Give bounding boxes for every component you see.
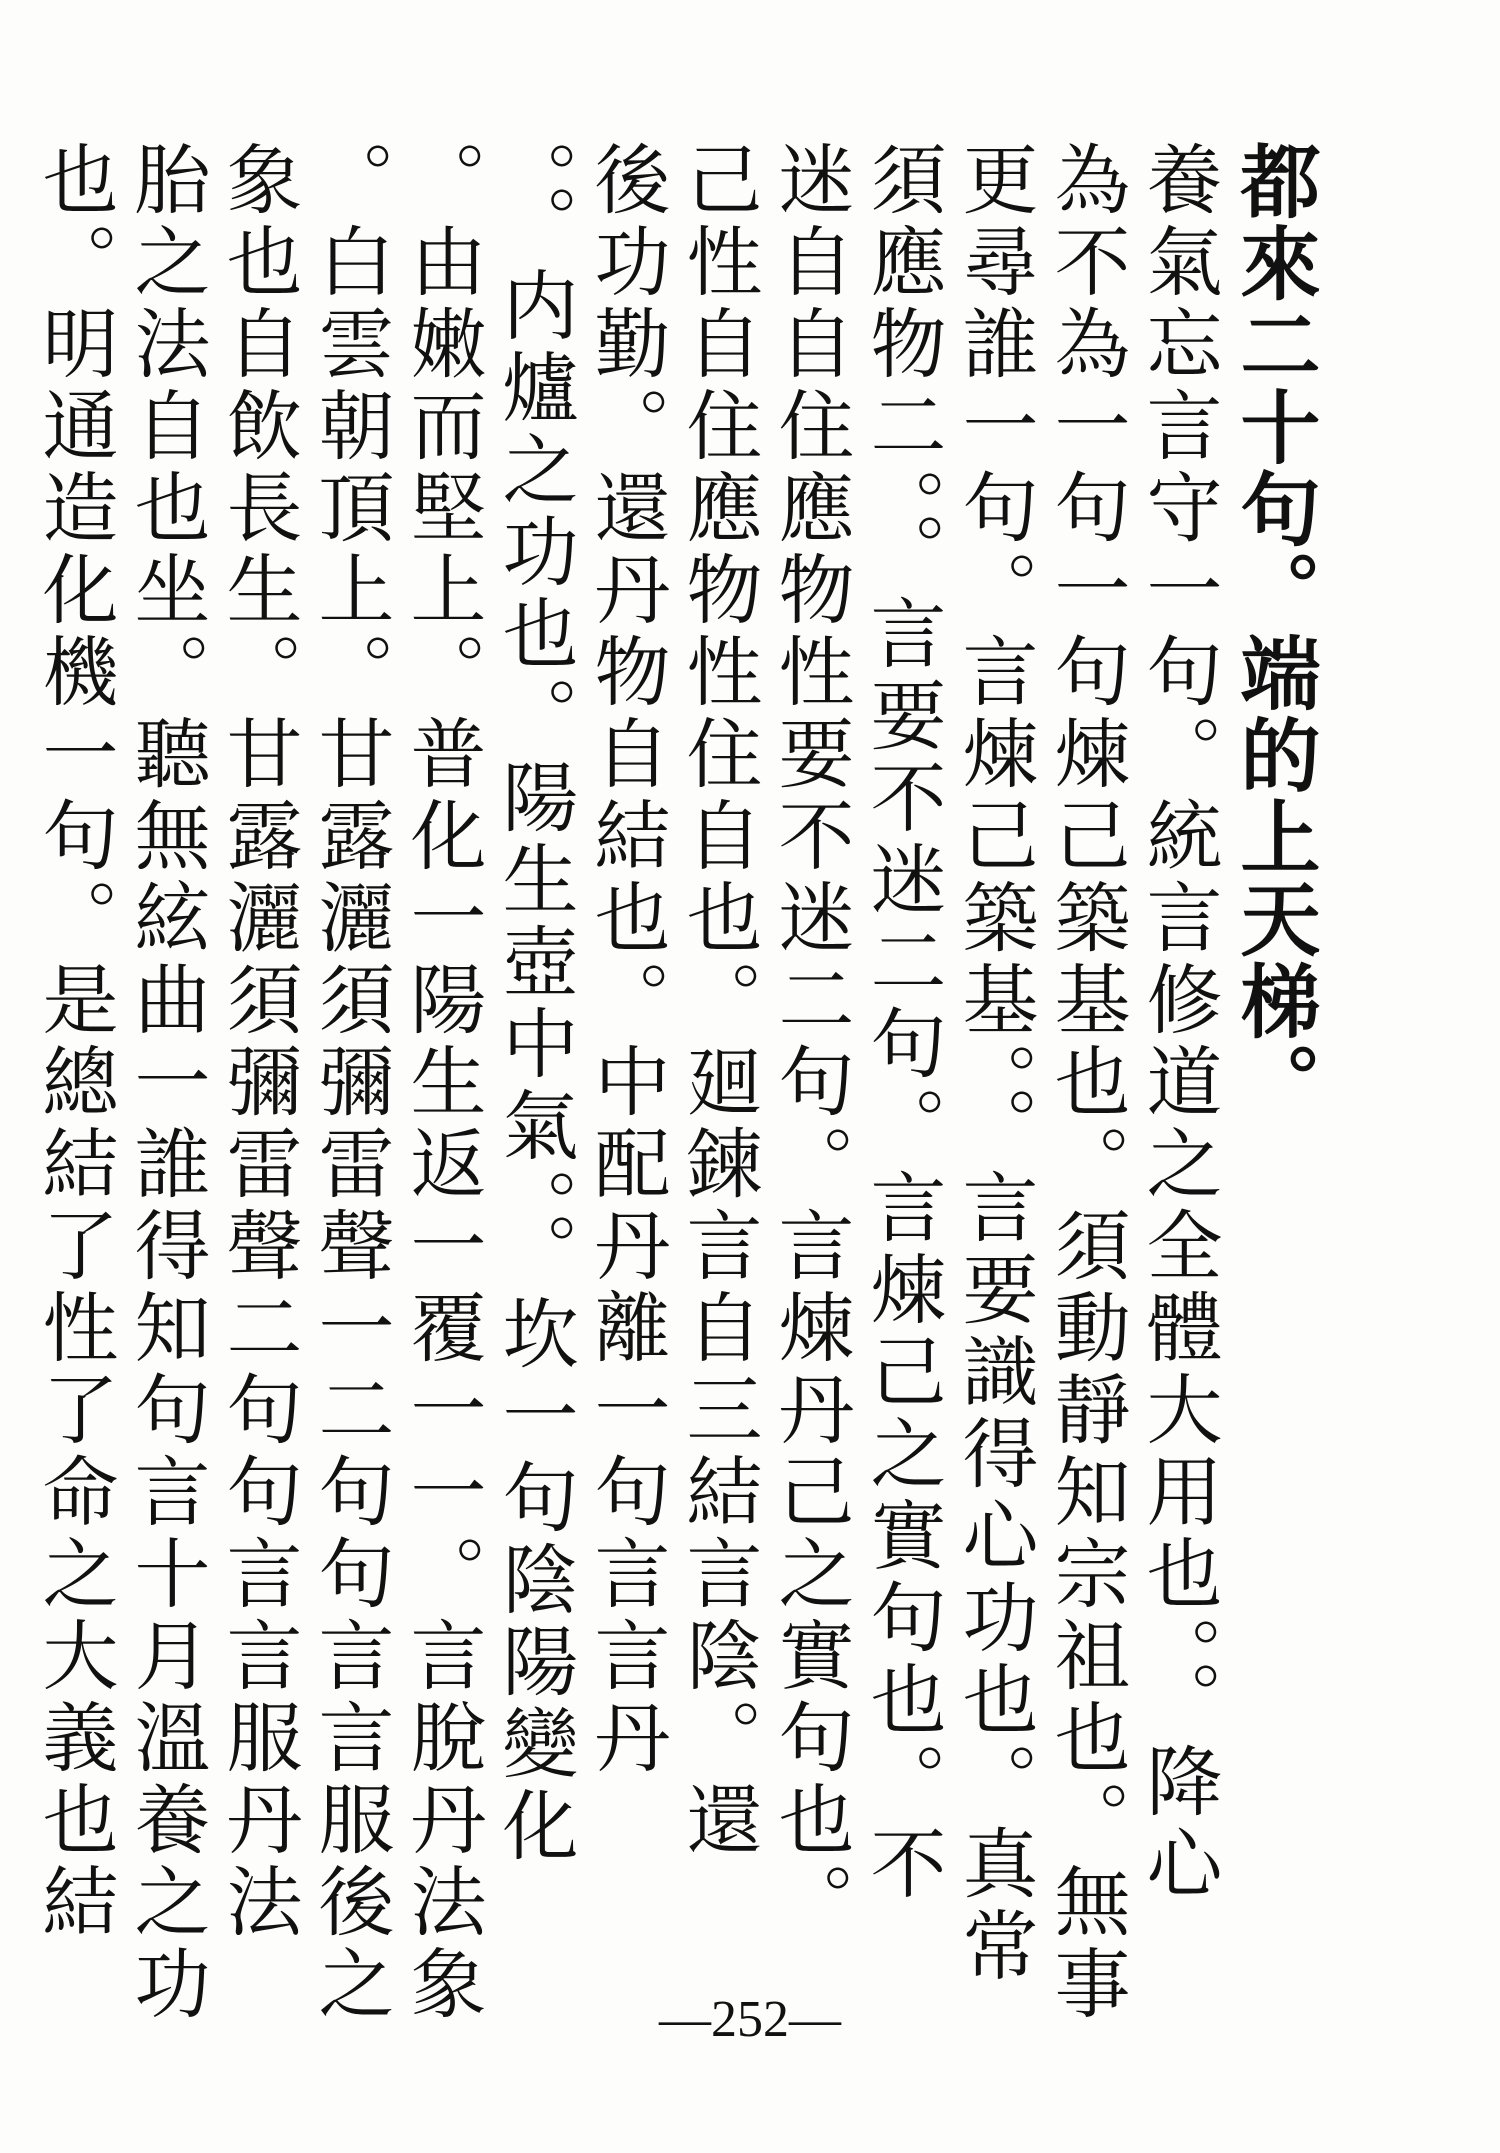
text-column-3: 為不為一句一句煉己築基也。須動靜知宗祖也。無事 [1042,140,1131,2026]
text-column-8: 後功勤。還丹物自結也。中配丹離一句言言丹 [582,140,671,1780]
text-column-4: 更尋誰一句。言煉己築基。。言要識得心功也。真常 [950,140,1039,1988]
text-column-6: 迷自自住應物性要不迷二句。言煉丹己之實句也。 [766,140,855,1944]
text-column-14: 也。明通造化機一句。是總結了性了命之大義也結 [30,140,119,1944]
text-column-1: 都來二十句。端的上天梯。 [1227,140,1321,1124]
page-number: —252— [659,1991,841,2048]
text-column-2: 養氣忘言守一句。統言修道之全體大用也。。降心 [1134,140,1223,1906]
text-column-12: 象也自飲長生。甘露灑須彌雷聲二句句言言服丹法 [214,140,303,1944]
text-column-7: 己性自住應物性住自也。廻鍊言自三結言陰。還 [674,140,763,1862]
text-column-10: 。由嫩而堅上。普化一陽生返一覆一一。言脫丹法象 [398,140,487,2026]
text-column-13: 胎之法自也坐。聽無絃曲一誰得知句言十月溫養之功 [122,140,211,2026]
text-column-9: 。。内爐之功也。陽生壺中氣。。坎一句陰陽變化 [490,140,579,1868]
text-column-5: 須應物二。。言要不迷二句。言煉己之實句也。不 [858,140,947,1906]
text-column-11: 。白雲朝頂上。甘露灑須彌雷聲一二句句言言服後之 [306,140,395,2026]
